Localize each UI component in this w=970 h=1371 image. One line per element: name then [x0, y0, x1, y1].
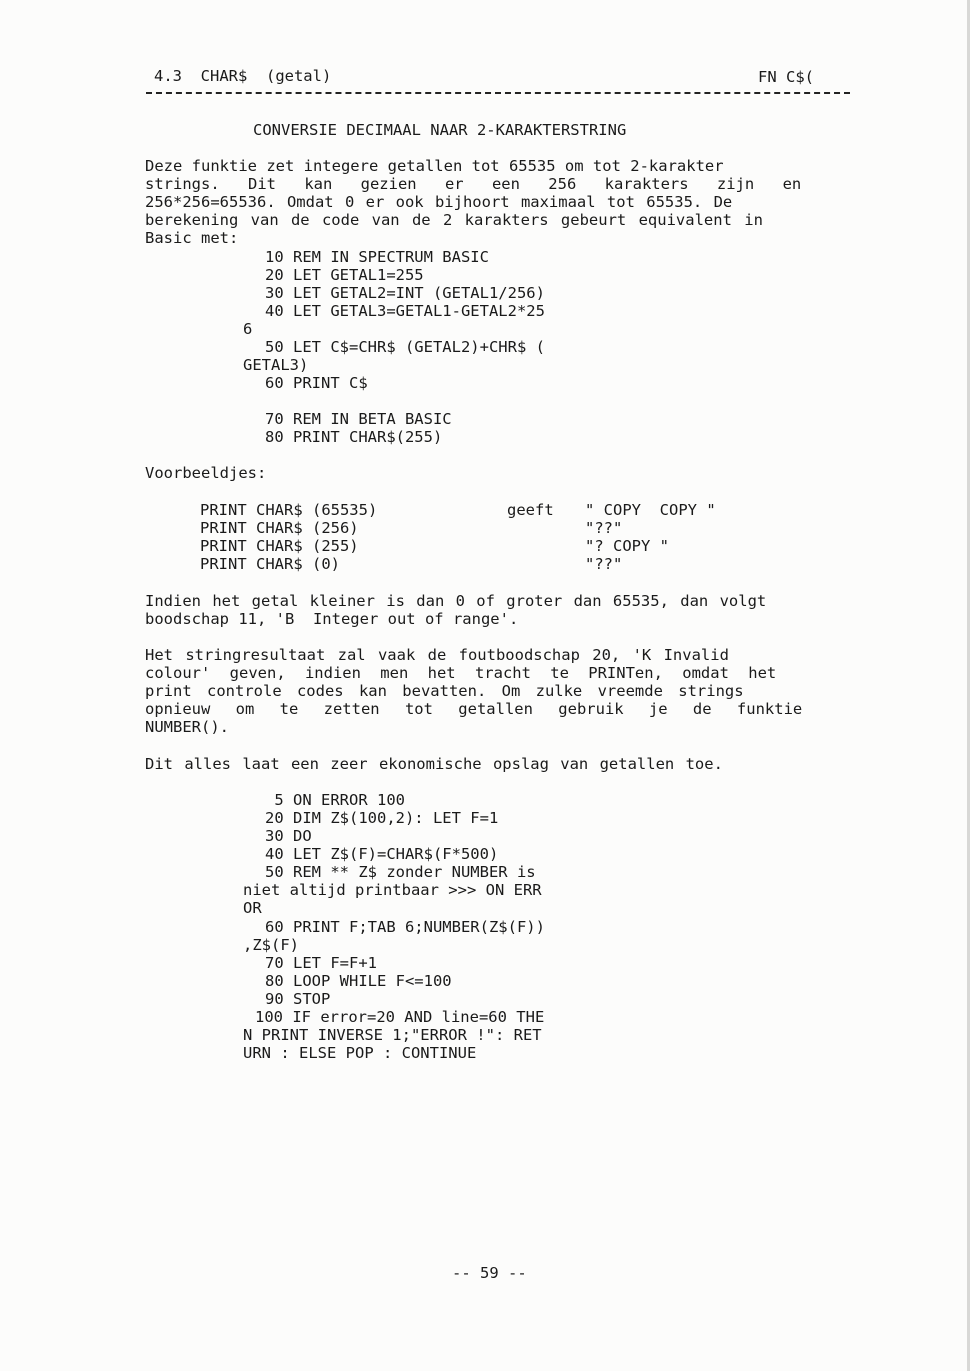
body-line: Het stringresultaat zal vaak de foutboodschap 20, 'K Invalid	[145, 646, 729, 664]
intro-line: berekening van de code van de 2 karakters gebeurt equivalent in	[145, 211, 763, 229]
intro-line: 256*256=65536. Omdat 0 er ook bijhoort maximaal tot 65535. De	[145, 193, 733, 211]
code-line: 20 DIM Z$(100,2): LET F=1	[265, 809, 499, 827]
body-line: Indien het getal kleiner is dan 0 of groter dan 65535, dan volgt	[145, 592, 767, 610]
code-line: 30 DO	[265, 827, 312, 845]
example-command: PRINT CHAR$ (255)	[200, 537, 359, 555]
body-line: boodschap 11, 'B Integer out of range'.	[145, 610, 519, 628]
code-line: 60 PRINT C$	[265, 374, 368, 392]
code-line: 80 PRINT CHAR$(255)	[265, 428, 443, 446]
code-line: ,Z$(F)	[243, 936, 299, 954]
example-result: " COPY COPY "	[585, 501, 716, 519]
code-line: N PRINT INVERSE 1;"ERROR !": RET	[243, 1026, 542, 1044]
code-line: 60 PRINT F;TAB 6;NUMBER(Z$(F))	[265, 918, 545, 936]
intro-line: Deze funktie zet integere getallen tot 65535 om tot 2-karakter	[145, 157, 724, 175]
intro-line	[145, 175, 848, 193]
intro-line: Basic met:	[145, 229, 239, 247]
code-line: 50 REM ** Z$ zonder NUMBER is	[265, 863, 536, 881]
example-result: "??"	[585, 519, 623, 537]
example-command: PRINT CHAR$ (65535)	[200, 501, 378, 519]
code-line: 30 LET GETAL2=INT (GETAL1/256)	[265, 284, 545, 302]
code-line: 80 LOOP WHILE F<=100	[265, 972, 452, 990]
body-line: colour' geven, indien men het tracht te PRINTen, omdat het	[145, 664, 777, 682]
example-command: PRINT CHAR$ (0)	[200, 555, 340, 573]
code-line: niet altijd printbaar >>> ON ERR	[243, 881, 542, 899]
code-line: OR	[243, 899, 262, 917]
header-section: 4.3 CHAR$ (getal)	[154, 67, 332, 85]
body-line: NUMBER().	[145, 718, 229, 736]
code-line: 10 REM IN SPECTRUM BASIC	[265, 248, 489, 266]
header-function: FN C$(	[758, 68, 814, 86]
code-line: 100 IF error=20 AND line=60 THE	[255, 1008, 545, 1026]
code-line: 70 REM IN BETA BASIC	[265, 410, 452, 428]
code-line: 90 STOP	[265, 990, 331, 1008]
page-number: -- 59 --	[452, 1264, 527, 1282]
code-line: 50 LET C$=CHR$ (GETAL2)+CHR$ (	[265, 338, 545, 356]
code-line: GETAL3)	[243, 356, 309, 374]
code-line: 70 LET F=F+1	[265, 954, 377, 972]
code-line: 5 ON ERROR 100	[265, 791, 405, 809]
code-line: 40 LET GETAL3=GETAL1-GETAL2*25	[265, 302, 545, 320]
intro-text: strings. Dit kan gezien er een 256 karakters zijn en	[145, 175, 802, 193]
page-title: CONVERSIE DECIMAAL NAAR 2-KARAKTERSTRING	[253, 121, 627, 139]
examples-label: Voorbeeldjes:	[145, 464, 267, 482]
example-geeft: geeft	[507, 501, 554, 519]
body-line: Dit alles laat een zeer ekonomische opslag van getallen toe.	[145, 755, 723, 773]
body-line: print controle codes kan bevatten. Om zulke vreemde strings	[145, 682, 744, 700]
code-line: URN : ELSE POP : CONTINUE	[243, 1044, 477, 1062]
header-divider	[146, 92, 850, 94]
example-result: "??"	[585, 555, 623, 573]
code-line: 40 LET Z$(F)=CHAR$(F*500)	[265, 845, 499, 863]
code-line: 6	[243, 320, 253, 338]
code-line: 20 LET GETAL1=255	[265, 266, 424, 284]
body-line: opnieuw om te zetten tot getallen gebruik je de funktie	[145, 700, 803, 718]
example-result: "? COPY "	[585, 537, 669, 555]
example-command: PRINT CHAR$ (256)	[200, 519, 359, 537]
